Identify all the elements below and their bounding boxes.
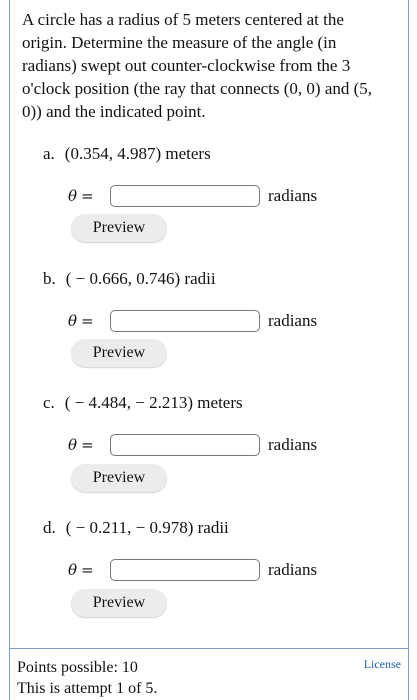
angle-input-b[interactable] — [110, 310, 260, 332]
part-letter: a. — [43, 144, 55, 163]
part-point: ( − 0.211, − 0.978) radii — [65, 518, 229, 537]
part-point: (0.354, 4.987) meters — [64, 144, 211, 163]
part-c-label — [43, 392, 393, 414]
unit-label: radians — [268, 186, 318, 205]
part-a — [43, 143, 393, 165]
angle-input-d[interactable] — [110, 559, 260, 581]
license-link[interactable]: License — [363, 657, 401, 671]
footer-divider — [9, 648, 409, 649]
angle-input-c[interactable] — [110, 434, 260, 456]
part-d-label — [43, 517, 393, 539]
attempt-count: This is attempt 1 of 5. — [17, 680, 158, 697]
unit-label: radians — [268, 311, 318, 330]
part-b — [43, 268, 393, 290]
part-c — [43, 392, 393, 414]
unit-label: radians — [268, 560, 318, 579]
theta-symbol: θ = — [68, 312, 94, 330]
theta-symbol: θ = — [68, 187, 94, 205]
answer-row-d — [68, 559, 358, 583]
theta-symbol: θ = — [68, 561, 94, 579]
part-letter: b. — [43, 269, 56, 288]
part-b-label — [43, 268, 393, 290]
part-letter: c. — [43, 393, 55, 412]
unit-label: radians — [268, 435, 318, 454]
preview-button-c[interactable]: Preview — [71, 464, 167, 492]
part-letter: d. — [43, 518, 56, 537]
preview-button-d[interactable]: Preview — [71, 589, 167, 617]
answer-row-b — [68, 310, 358, 334]
preview-button-b[interactable]: Preview — [71, 339, 167, 367]
angle-input-a[interactable] — [110, 185, 260, 207]
part-d — [43, 517, 393, 539]
part-point: ( − 0.666, 0.746) radii — [65, 269, 216, 288]
theta-symbol: θ = — [68, 436, 94, 454]
answer-row-a — [68, 185, 358, 209]
answer-row-c — [68, 434, 358, 458]
footer-info — [17, 657, 157, 699]
points-possible: Points possible: 10 — [17, 659, 138, 676]
preview-button-a[interactable]: Preview — [71, 214, 167, 242]
question-text: A circle has a radius of 5 meters centered at the origin. Determine the measure of the angle (in radians) swept out counter-clockwise from the 3 o'clock position (the ray that connects (0, 0) and (5, 0)) and the indicated point. — [22, 10, 373, 121]
part-point: ( − 4.484, − 2.213) meters — [64, 393, 243, 412]
part-a-label — [43, 143, 393, 165]
